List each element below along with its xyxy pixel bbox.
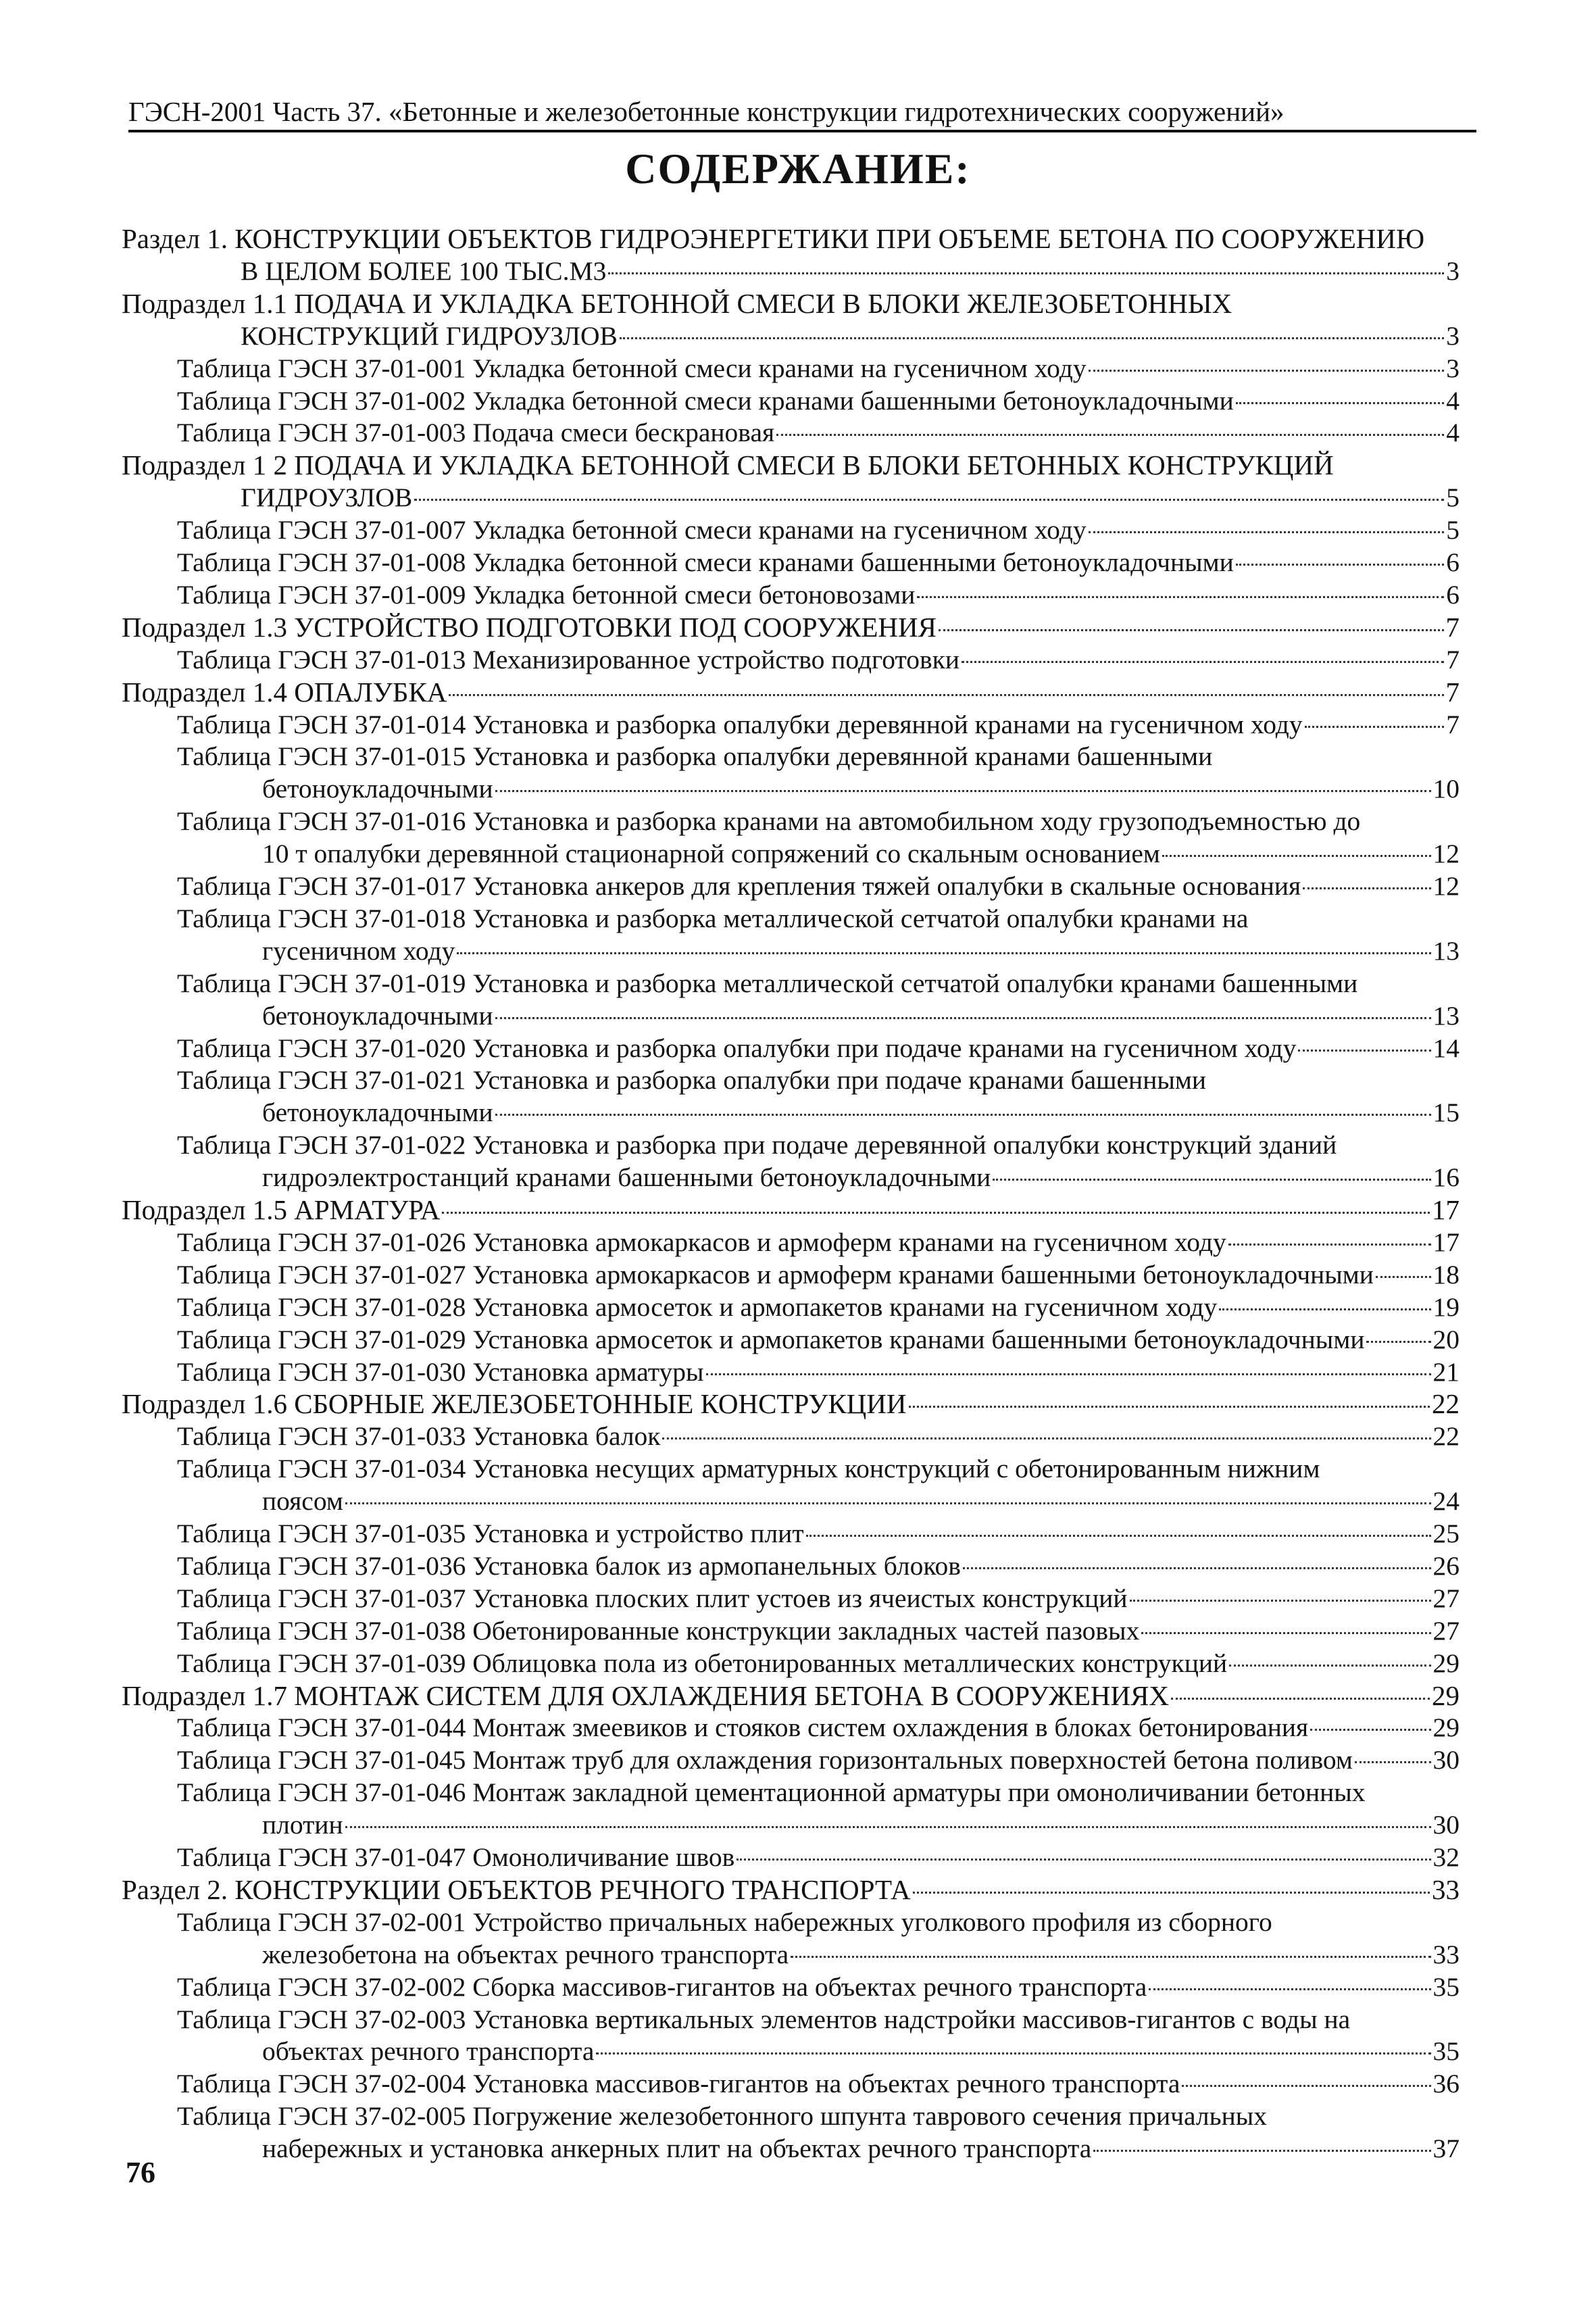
dot-leader	[414, 499, 1444, 501]
dot-leader	[457, 952, 1430, 954]
toc-entry-text: поясом	[262, 1486, 343, 1517]
toc-entry-line	[177, 1615, 1460, 1647]
toc-page-number: 7	[1445, 676, 1460, 708]
dot-leader	[1376, 1276, 1431, 1278]
toc-page-number: 30	[1432, 1810, 1460, 1840]
toc-entry-text: Таблица ГЭСН 37-01-038 Обетонированные конструкции закладных частей пазовых	[177, 1615, 1140, 1646]
toc-page-number: 13	[1432, 935, 1460, 966]
toc-entry-text: бетоноукладочными	[262, 1098, 493, 1128]
toc-page-number: 10	[1432, 774, 1460, 804]
toc-entry-line	[177, 385, 1460, 417]
toc-entry-line	[177, 547, 1460, 578]
dot-leader	[1089, 531, 1445, 533]
toc-entry-text: Подраздел 1 2 ПОДАЧА И УКЛАДКА БЕТОННОЙ СМЕСИ В БЛОКИ БЕТОННЫХ КОНСТРУКЦИЙ	[122, 449, 1334, 481]
toc-entry-line	[177, 417, 1460, 449]
toc-page-number: 14	[1432, 1033, 1460, 1063]
toc-entry-text: Подраздел 1.4 ОПАЛУБКА	[122, 676, 447, 708]
toc-page-number: 17	[1432, 1194, 1460, 1225]
toc-entry-text: гидроэлектростанций кранами башенными бетоноукладочными	[262, 1162, 991, 1193]
toc-entry-text: Таблица ГЭСН 37-01-046 Монтаж закладной цементационной арматуры при омоноличивании бетонных	[177, 1777, 1366, 1808]
toc-page-number: 22	[1432, 1388, 1460, 1420]
dot-leader	[1149, 1988, 1430, 1990]
toc-entry-line	[177, 1356, 1460, 1388]
toc-entry-line	[122, 288, 1460, 320]
dot-leader	[963, 1567, 1431, 1569]
toc-page-number: 6	[1446, 579, 1460, 610]
toc-entry-line	[122, 1680, 1460, 1712]
toc-entry-text: Таблица ГЭСН 37-01-017 Установка анкеров для крепления тяжей опалубки в скальные основания	[177, 871, 1301, 901]
toc-entry-line	[177, 709, 1460, 741]
toc-entry-line	[177, 1129, 1460, 1161]
toc-entry-line	[177, 968, 1460, 1000]
toc-entry-text: Таблица ГЭСН 37-01-020 Установка и разборка опалубки при подаче кранами на гусеничном ходу	[177, 1033, 1297, 1063]
toc-page-number: 13	[1432, 1000, 1460, 1031]
toc-entry-line	[262, 1809, 1460, 1841]
toc-entry-line	[122, 1388, 1460, 1420]
toc-entry-line	[177, 2100, 1460, 2132]
toc-page-number: 15	[1432, 1098, 1460, 1128]
dot-leader	[791, 1956, 1430, 1958]
toc-entry-text: В ЦЕЛОМ БОЛЕЕ 100 ТЫС.М3	[241, 255, 607, 286]
toc-page-number: 25	[1432, 1519, 1460, 1548]
toc-entry-text: Таблица ГЭСН 37-02-005 Погружение железобетонного шпунта таврового сечения причальных	[177, 2101, 1268, 2132]
toc-page-number: 33	[1432, 1873, 1460, 1905]
toc-entry-text: КОНСТРУКЦИЙ ГИДРОУЗЛОВ	[241, 320, 618, 351]
toc-entry-line	[177, 1291, 1460, 1323]
dot-leader	[706, 1373, 1431, 1375]
dot-leader	[449, 694, 1443, 696]
toc-page-number: 37	[1432, 2134, 1460, 2164]
toc-entry-text: Таблица ГЭСН 37-02-002 Сборка массивов-гигантов на объектах речного транспорта	[177, 1971, 1147, 2002]
toc-entry-text: Раздел 1. КОНСТРУКЦИИ ОБЪЕКТОВ ГИДРОЭНЕРГЕТИКИ ПРИ ОБЪЕМЕ БЕТОНА ПО СООРУЖЕНИЮ	[122, 223, 1425, 254]
toc-entry-line	[177, 1033, 1460, 1064]
dot-leader	[1162, 855, 1431, 857]
toc-entry-text: Таблица ГЭСН 37-01-029 Установка армосеток и армопакетов кранами башенными бетоноукладочными	[177, 1324, 1365, 1354]
dot-leader	[1182, 2085, 1430, 2087]
toc-page-number: 24	[1432, 1486, 1460, 1517]
toc-entry-text: Таблица ГЭСН 37-01-016 Установка и разборка кранами на автомобильном ходу грузоподъемностью до	[177, 806, 1361, 837]
dot-leader	[1366, 1341, 1430, 1343]
toc-entry-text: гусеничном ходу	[262, 935, 455, 966]
toc-entry-text: 10 т опалубки деревянной стационарной сопряжений со скальным основанием	[262, 839, 1160, 869]
toc-entry-text: Таблица ГЭСН 37-01-036 Установка балок из армопанельных блоков	[177, 1550, 961, 1581]
toc-entry-text: Таблица ГЭСН 37-01-021 Установка и разборка опалубки при подаче кранами башенными	[177, 1065, 1207, 1096]
toc-page-number: 36	[1432, 2069, 1460, 2099]
toc-entry-text: Таблица ГЭСН 37-01-026 Установка армокаркасов и армоферм кранами на гусеничном ходу	[177, 1227, 1226, 1257]
dot-leader	[1219, 1308, 1430, 1310]
toc-entry-text: Таблица ГЭСН 37-01-039 Облицовка пола из обетонированных металлических конструкций	[177, 1648, 1228, 1678]
toc-entry-text: Таблица ГЭСН 37-01-035 Установка и устройство плит	[177, 1519, 804, 1548]
toc-entry-line	[177, 1712, 1460, 1744]
toc-entry-line	[262, 838, 1460, 870]
toc-entry-text: ГИДРОУЗЛОВ	[241, 483, 413, 513]
toc-entry-text: Таблица ГЭСН 37-01-044 Монтаж змеевиков и стояков систем охлаждения в блоках бетонирования	[177, 1713, 1309, 1743]
toc-entry-line	[177, 1906, 1460, 1938]
toc-page-number: 3	[1446, 353, 1460, 383]
toc-entry-line	[177, 1744, 1460, 1776]
dot-leader	[962, 661, 1444, 663]
toc-entry-text: Таблица ГЭСН 37-01-018 Установка и разборка металлической сетчатой опалубки кранами на	[177, 903, 1249, 933]
toc-page-number: 7	[1446, 709, 1460, 739]
dot-leader	[345, 1502, 1431, 1504]
toc-entry-line	[241, 482, 1460, 514]
toc-entry-text: Подраздел 1.1 ПОДАЧА И УКЛАДКА БЕТОННОЙ СМЕСИ В БЛОКИ ЖЕЛЕЗОБЕТОННЫХ	[122, 287, 1232, 319]
dot-leader	[806, 1535, 1431, 1537]
toc-page-number: 22	[1432, 1421, 1460, 1452]
toc-page-number: 18	[1432, 1259, 1460, 1289]
toc-entry-text: Таблица ГЭСН 37-02-003 Установка вертикальных элементов надстройки массивов-гигантов с воды на	[177, 2004, 1351, 2034]
toc-entry-text: Таблица ГЭСН 37-01-014 Установка и разборка опалубки деревянной кранами на гусеничном ходу	[177, 709, 1303, 739]
toc-page-number: 3	[1446, 320, 1460, 351]
toc-page-number: 30	[1432, 1745, 1460, 1775]
toc-entry-text: Таблица ГЭСН 37-01-003 Подача смеси бескрановая	[177, 418, 775, 448]
toc-page-number: 12	[1432, 839, 1460, 869]
toc-entry-line	[177, 903, 1460, 935]
toc-entry-line	[122, 449, 1460, 481]
toc-entry-line	[177, 1453, 1460, 1485]
toc-entry-line	[177, 1324, 1460, 1356]
toc-entry-line	[177, 806, 1460, 837]
dot-leader	[913, 1892, 1430, 1894]
toc-page-number: 5	[1446, 483, 1460, 513]
toc-page-number: 16	[1432, 1162, 1460, 1193]
toc-entry-text: Таблица ГЭСН 37-01-030 Установка арматуры	[177, 1356, 704, 1387]
toc-entry-text: Таблица ГЭСН 37-01-001 Укладка бетонной смеси кранами на гусеничном ходу	[177, 353, 1087, 383]
toc-page-number: 7	[1446, 644, 1460, 674]
toc-entry-line	[177, 514, 1460, 546]
toc-entry-text: Таблица ГЭСН 37-01-037 Установка плоских плит устоев из ячеистых конструкций	[177, 1583, 1128, 1613]
toc-entry-line	[177, 644, 1460, 676]
toc-entry-text: Таблица ГЭСН 37-02-004 Установка массивов-гигантов на объектах речного транспорта	[177, 2069, 1180, 2099]
toc-entry-line	[262, 1097, 1460, 1129]
toc-entry-line	[177, 1842, 1460, 1873]
toc-entry-line	[177, 353, 1460, 385]
toc-page-number: 35	[1432, 1971, 1460, 2002]
page-title: СОДЕРЖАНИЕ:	[625, 145, 971, 193]
toc-entry-text: Таблица ГЭСН 37-01-022 Установка и разборка при подаче деревянной опалубки конструкций зданий	[177, 1130, 1337, 1160]
toc-entry-line	[122, 676, 1460, 708]
toc-entry-text: плотин	[262, 1810, 343, 1840]
toc-entry-text: Таблица ГЭСН 37-02-001 Устройство причальных набережных уголкового профиля из сборного	[177, 1906, 1272, 1937]
toc-page-number: 19	[1432, 1291, 1460, 1322]
toc-entry-text: Таблица ГЭСН 37-01-028 Установка армосеток и армопакетов кранами на гусеничном ходу	[177, 1291, 1218, 1322]
toc-entry-line	[122, 1874, 1460, 1906]
dot-leader	[1303, 887, 1430, 889]
toc-entry-text: Таблица ГЭСН 37-01-015 Установка и разборка опалубки деревянной кранами башенными	[177, 741, 1213, 772]
toc-entry-text: Подраздел 1.3 УСТРОЙСТВО ПОДГОТОВКИ ПОД СООРУЖЕНИЯ	[122, 611, 937, 643]
toc-page-number: 29	[1432, 1679, 1460, 1711]
toc-page-number: 7	[1445, 611, 1460, 643]
toc-entry-text: Таблица ГЭСН 37-01-009 Укладка бетонной смеси бетоновозами	[177, 579, 916, 610]
toc-entry-line	[241, 320, 1460, 352]
toc-entry-line	[177, 741, 1460, 772]
toc-entry-text: бетоноукладочными	[262, 774, 493, 804]
toc-entry-line	[177, 1971, 1460, 2003]
toc-page-number: 20	[1432, 1324, 1460, 1354]
toc-entry-text: Таблица ГЭСН 37-01-019 Установка и разборка металлической сетчатой опалубки кранами башенными	[177, 968, 1358, 998]
toc-entry-text: Таблица ГЭСН 37-01-007 Укладка бетонной смеси кранами на гусеничном ходу	[177, 515, 1087, 545]
toc-page-number: 29	[1432, 1648, 1460, 1678]
toc-entry-line	[262, 935, 1460, 967]
dot-leader	[495, 1114, 1431, 1116]
toc-entry-line	[177, 1550, 1460, 1582]
toc-page-number: 27	[1432, 1583, 1460, 1613]
dot-leader	[1298, 1050, 1430, 1052]
toc-page-number: 26	[1432, 1550, 1460, 1581]
dot-leader	[776, 434, 1444, 436]
dot-leader	[620, 337, 1444, 339]
toc-page-number: 33	[1432, 1939, 1460, 1969]
dot-leader	[909, 1406, 1430, 1408]
toc-page-number: 4	[1446, 385, 1460, 416]
toc-entry-line	[177, 1259, 1460, 1291]
dot-leader	[1130, 1600, 1431, 1602]
dot-leader	[1228, 1244, 1431, 1246]
toc-page-number: 6	[1446, 547, 1460, 577]
toc-entry-line	[122, 1194, 1460, 1226]
toc-entry-line	[177, 870, 1460, 902]
toc-entry-line	[177, 1064, 1460, 1096]
toc-page-number: 21	[1432, 1356, 1460, 1387]
toc-entry-text: Таблица ГЭСН 37-01-002 Укладка бетонной смеси кранами башенными бетоноукладочными	[177, 385, 1234, 416]
toc-page-number: 5	[1446, 515, 1460, 545]
dot-leader	[495, 790, 1431, 792]
toc-entry-text: объектах речного транспорта	[262, 2036, 595, 2067]
dot-leader	[939, 629, 1444, 631]
dot-leader	[1171, 1698, 1430, 1700]
toc-entry-line	[177, 1777, 1460, 1808]
dot-leader	[1236, 402, 1444, 404]
toc-entry-line	[262, 2133, 1460, 2165]
toc-entry-text: Таблица ГЭСН 37-01-027 Установка армокаркасов и армоферм кранами башенными бетоноукладочными	[177, 1259, 1374, 1289]
toc-entry-line	[177, 2068, 1460, 2100]
toc-entry-line	[262, 1939, 1460, 1971]
toc-entry-text: Подраздел 1.6 СБОРНЫЕ ЖЕЛЕЗОБЕТОННЫЕ КОНСТРУКЦИИ	[122, 1388, 907, 1420]
toc-entry-line	[177, 579, 1460, 611]
toc-entry-line	[177, 1518, 1460, 1550]
toc-entry-line	[122, 223, 1460, 255]
dot-leader	[1141, 1632, 1430, 1634]
toc-entry-line	[262, 773, 1460, 805]
toc-page-number: 3	[1446, 255, 1460, 286]
toc-entry-line	[262, 1485, 1460, 1517]
toc-entry-text: Таблица ГЭСН 37-01-047 Омоноличивание швов	[177, 1842, 735, 1872]
toc-entry-line	[177, 1227, 1460, 1258]
dot-leader	[345, 1826, 1431, 1828]
toc-entry-line	[262, 1162, 1460, 1193]
toc-page-number: 32	[1432, 1842, 1460, 1872]
toc-entry-line	[262, 2036, 1460, 2067]
dot-leader	[608, 272, 1444, 274]
toc-entry-text: Подраздел 1.7 МОНТАЖ СИСТЕМ ДЛЯ ОХЛАЖДЕНИЯ БЕТОНА В СООРУЖЕНИЯХ	[122, 1679, 1170, 1711]
page-number: 76	[126, 2156, 155, 2189]
toc-entry-text: бетоноукладочными	[262, 1000, 493, 1031]
toc-entry-line	[177, 1648, 1460, 1679]
toc-page-number: 29	[1432, 1713, 1460, 1743]
dot-leader	[495, 1017, 1431, 1019]
toc-entry-line	[122, 612, 1460, 643]
toc-entry-text: Подраздел 1.5 АРМАТУРА	[122, 1194, 441, 1225]
dot-leader	[1310, 1729, 1430, 1731]
dot-leader	[442, 1212, 1430, 1214]
toc-entry-text: Таблица ГЭСН 37-01-008 Укладка бетонной смеси кранами башенными бетоноукладочными	[177, 547, 1234, 577]
dot-leader	[1089, 370, 1445, 372]
toc-entry-text: Таблица ГЭСН 37-01-034 Установка несущих арматурных конструкций с обетонированным нижним	[177, 1454, 1320, 1484]
toc-entry-line	[177, 1583, 1460, 1615]
dot-leader	[662, 1437, 1430, 1439]
toc-page-number: 4	[1446, 418, 1460, 448]
toc-entry-text: Таблица ГЭСН 37-01-013 Механизированное устройство подготовки	[177, 644, 959, 674]
toc-entry-text: Таблица ГЭСН 37-01-045 Монтаж труб для охлаждения горизонтальных поверхностей бетона поливом	[177, 1745, 1353, 1775]
toc-entry-line	[177, 1421, 1460, 1452]
toc-page-number: 35	[1432, 2036, 1460, 2067]
dot-leader	[1305, 726, 1445, 728]
dot-leader	[1355, 1761, 1431, 1763]
toc-entry-line	[241, 255, 1460, 287]
dot-leader	[596, 2052, 1430, 2054]
toc-entry-text: набережных и установка анкерных плит на объектах речного транспорта	[262, 2134, 1092, 2164]
dot-leader	[1236, 564, 1444, 566]
dot-leader	[1093, 2150, 1430, 2152]
dot-leader	[993, 1179, 1430, 1181]
toc-page-number: 17	[1432, 1227, 1460, 1257]
dot-leader	[917, 596, 1444, 598]
toc-entry-text: Раздел 2. КОНСТРУКЦИИ ОБЪЕКТОВ РЕЧНОГО ТРАНСПОРТА	[122, 1873, 911, 1905]
toc-entry-line	[177, 2004, 1460, 2036]
toc-entry-text: Таблица ГЭСН 37-01-033 Установка балок	[177, 1421, 661, 1452]
dot-leader	[737, 1858, 1430, 1861]
toc-entry-text: железобетона на объектах речного транспорта	[262, 1939, 789, 1969]
toc-page-number: 12	[1432, 871, 1460, 901]
running-header: ГЭСН-2001 Часть 37. «Бетонные и железобетонные конструкции гидротехнических сооружений»	[128, 96, 1285, 127]
toc-page-number: 27	[1432, 1615, 1460, 1646]
toc-entry-line	[262, 1000, 1460, 1032]
dot-leader	[1229, 1665, 1430, 1667]
